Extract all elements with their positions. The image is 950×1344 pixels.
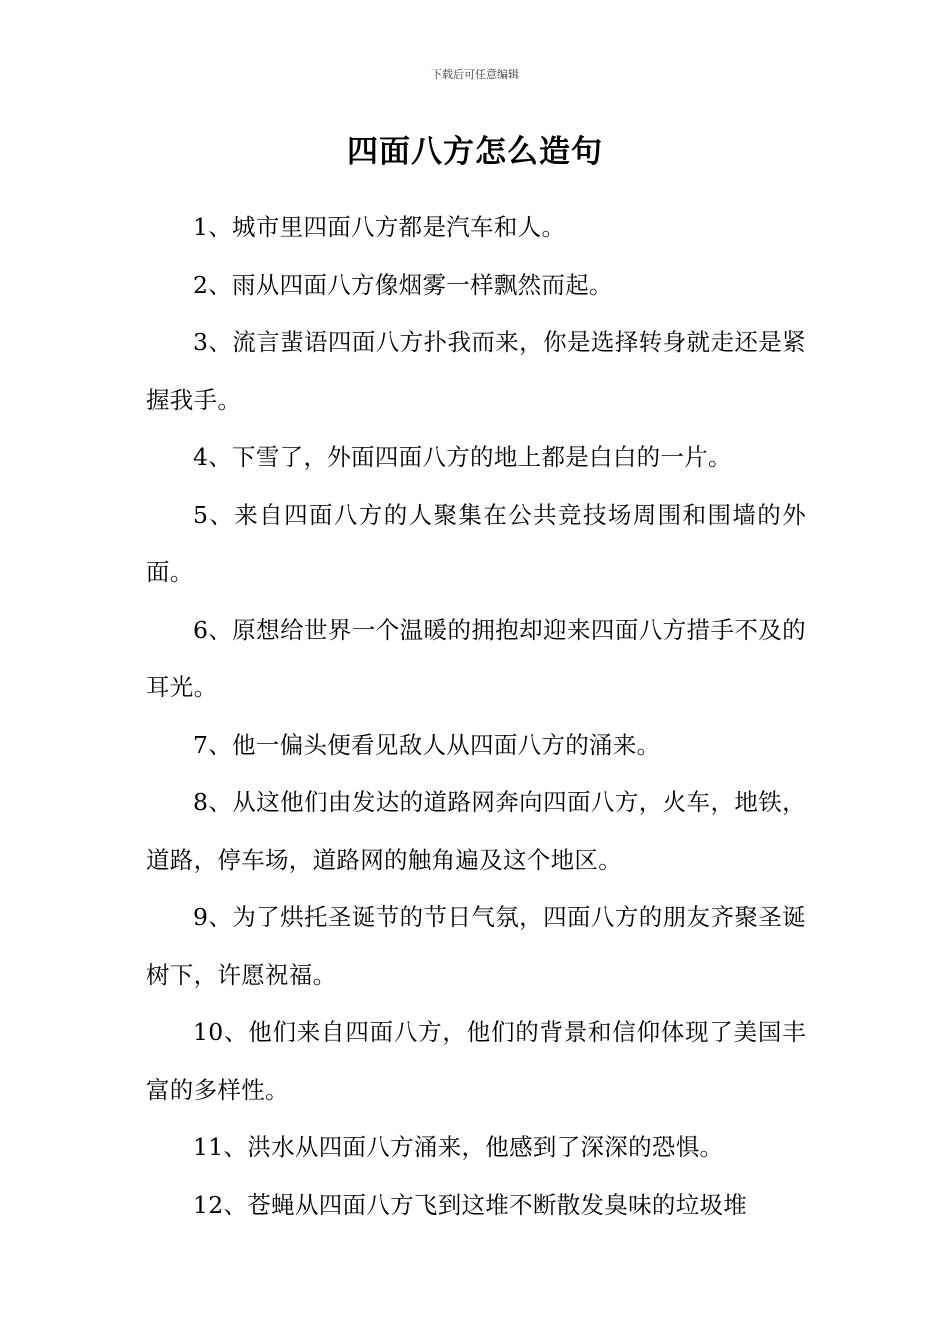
sentence-item: 2、雨从四面八方像烟雾一样飘然而起。: [193, 270, 613, 299]
sentence-item: 3、流言蜚语四面八方扑我而来，你是选择转身就走还是紧握我手。: [146, 328, 806, 414]
sentence-item: 11、洪水从四面八方涌来，他感到了深深的恐惧。: [193, 1133, 724, 1161]
document-title: 四面八方怎么造句: [347, 134, 603, 170]
sentence-item: 1、城市里四面八方都是汽车和人。: [193, 213, 566, 241]
sentence-item: 8、从这他们由发达的道路网奔向四面八方，火车，地铁，道路，停车场，道路网的触角遍及这个地区。: [146, 788, 806, 874]
document-body: [146, 199, 806, 1234]
sentence-item: 10、他们来自四面八方，他们的背景和信仰体现了美国丰富的多样性。: [146, 1018, 806, 1104]
sentence-item: 4、下雪了，外面四面八方的地上都是白白的一片。: [193, 443, 732, 471]
sentence-item: 6、原想给世界一个温暖的拥抱却迎来四面八方措手不及的耳光。: [146, 615, 806, 701]
header-note: 下载后可任意编辑: [431, 68, 519, 81]
sentence-item: 7、他一偏头便看见敌人从四面八方的涌来。: [193, 730, 661, 759]
sentence-item: 12、苍蝇从四面八方飞到这堆不断散发臭味的垃圾堆: [193, 1190, 748, 1219]
sentence-item: 9、为了烘托圣诞节的节日气氛，四面八方的朋友齐聚圣诞树下，许愿祝福。: [146, 903, 806, 989]
sentence-item: 5、来自四面八方的人聚集在公共竞技场周围和围墙的外面。: [146, 500, 806, 586]
